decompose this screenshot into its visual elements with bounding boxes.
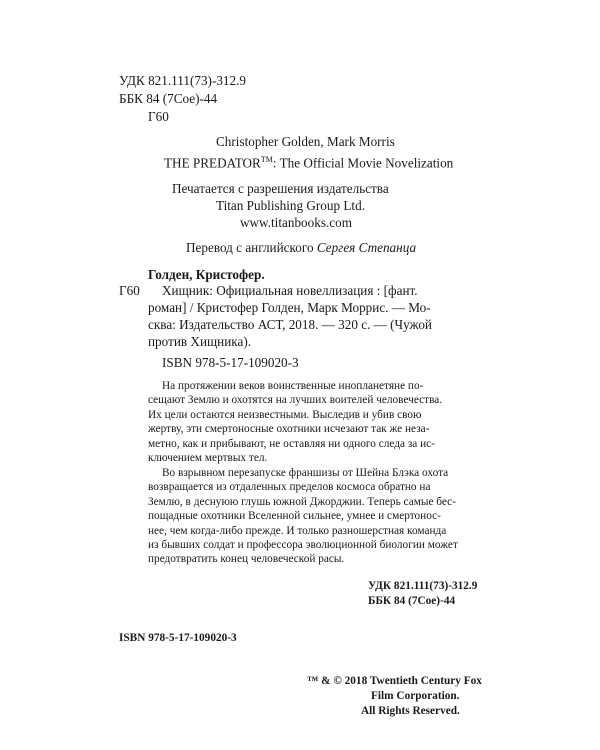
- annotation-paragraph-2: [148, 466, 483, 567]
- copyright-line-2: Film Corporation.: [371, 690, 460, 702]
- annotation-p1-line-3: Их цели остаются неизвестными. Выследив и убив свою: [148, 408, 422, 421]
- catalog-isbn: ISBN 978-5-17-109020-3: [162, 355, 299, 370]
- catalog-line-1: Хищник: Официальная новеллизация : [фант.: [162, 283, 418, 298]
- author-sign-code: Г60: [148, 109, 169, 124]
- annotation-paragraph-1: [148, 379, 483, 465]
- original-title: [164, 151, 453, 172]
- annotation-p2-line-3: Землю, в деснуюю глушь южной Джорджии. Теперь самые бес-: [148, 495, 456, 508]
- catalog-sign-code: Г60: [119, 283, 140, 298]
- annotation-p1-line-2: сещают Землю и охотятся на лучших воителей человечества.: [148, 394, 443, 407]
- annotation-p2-line-2: возвращается из отдаленных пределов космоса обратно на: [148, 481, 431, 494]
- annotation-p2-line-4: пощадные охотники Вселенной сильнее, умнее и смертонос-: [148, 510, 441, 523]
- original-title-rest: : The Official Movie Novelization: [272, 155, 454, 171]
- catalog-line-2: роман] / Кристофер Голден, Марк Моррис. — Мо-: [148, 300, 431, 315]
- annotation-p1-line-1: На протяжении веков воинственные инопланетяне по-: [162, 380, 424, 392]
- footer-isbn: ISBN 978-5-17-109020-3: [119, 632, 237, 644]
- original-title-main: THE PREDATOR: [164, 155, 261, 171]
- copyright-line-3: All Rights Reserved.: [361, 705, 460, 717]
- annotation-p2-line-6: из бывших солдат и профессора эволюционной биологии может: [148, 539, 458, 552]
- translation-credit: [186, 239, 416, 257]
- catalog-line-3: сква: Издательство АСТ, 2018. — 320 с. — (Чужой: [148, 317, 432, 332]
- annotation-p2-line-1: Во взрывном перезапуске франшизы от Шейна Блэка охота: [162, 467, 449, 479]
- bottom-bbk-code: ББК 84 (7Сое)-44: [368, 595, 456, 607]
- annotation-p1-line-4: жертву, эти смертоносные охотники исчезают так же неза-: [148, 423, 430, 436]
- annotation-p1-line-6: ключением мертвых тел.: [148, 452, 268, 465]
- catalog-author-heading: Голден, Кристофер.: [148, 267, 265, 282]
- permission-line-2: Titan Publishing Group Ltd.: [216, 198, 365, 213]
- annotation-p1-line-5: метно, как и прибывают, не оставляя ни одного следа за ис-: [148, 437, 435, 450]
- copyright-line-1: ™ & © 2018 Twentieth Century Fox: [307, 675, 482, 687]
- original-authors: Christopher Golden, Mark Morris: [216, 134, 395, 149]
- catalog-line-4: против Хищника).: [148, 334, 252, 349]
- bbk-code: ББК 84 (7Сое)-44: [119, 91, 218, 106]
- translator-name: Сергея Степанца: [316, 240, 417, 255]
- permission-url: www.titanbooks.com: [240, 215, 352, 230]
- annotation-p2-line-5: нее, чем когда-либо прежде. И только разношерстная команда: [148, 524, 447, 537]
- permission-line-1: Печатается с разрешения издательства: [172, 181, 389, 196]
- bottom-udk-code: УДК 821.111(73)-312.9: [368, 580, 478, 592]
- trademark-mark: TM: [260, 155, 273, 164]
- annotation-p2-line-7: предотвратить конец человеческой расы.: [148, 553, 345, 566]
- translation-prefix: Перевод с английского: [186, 240, 317, 255]
- udk-code: УДК 821.111(73)-312.9: [119, 73, 247, 88]
